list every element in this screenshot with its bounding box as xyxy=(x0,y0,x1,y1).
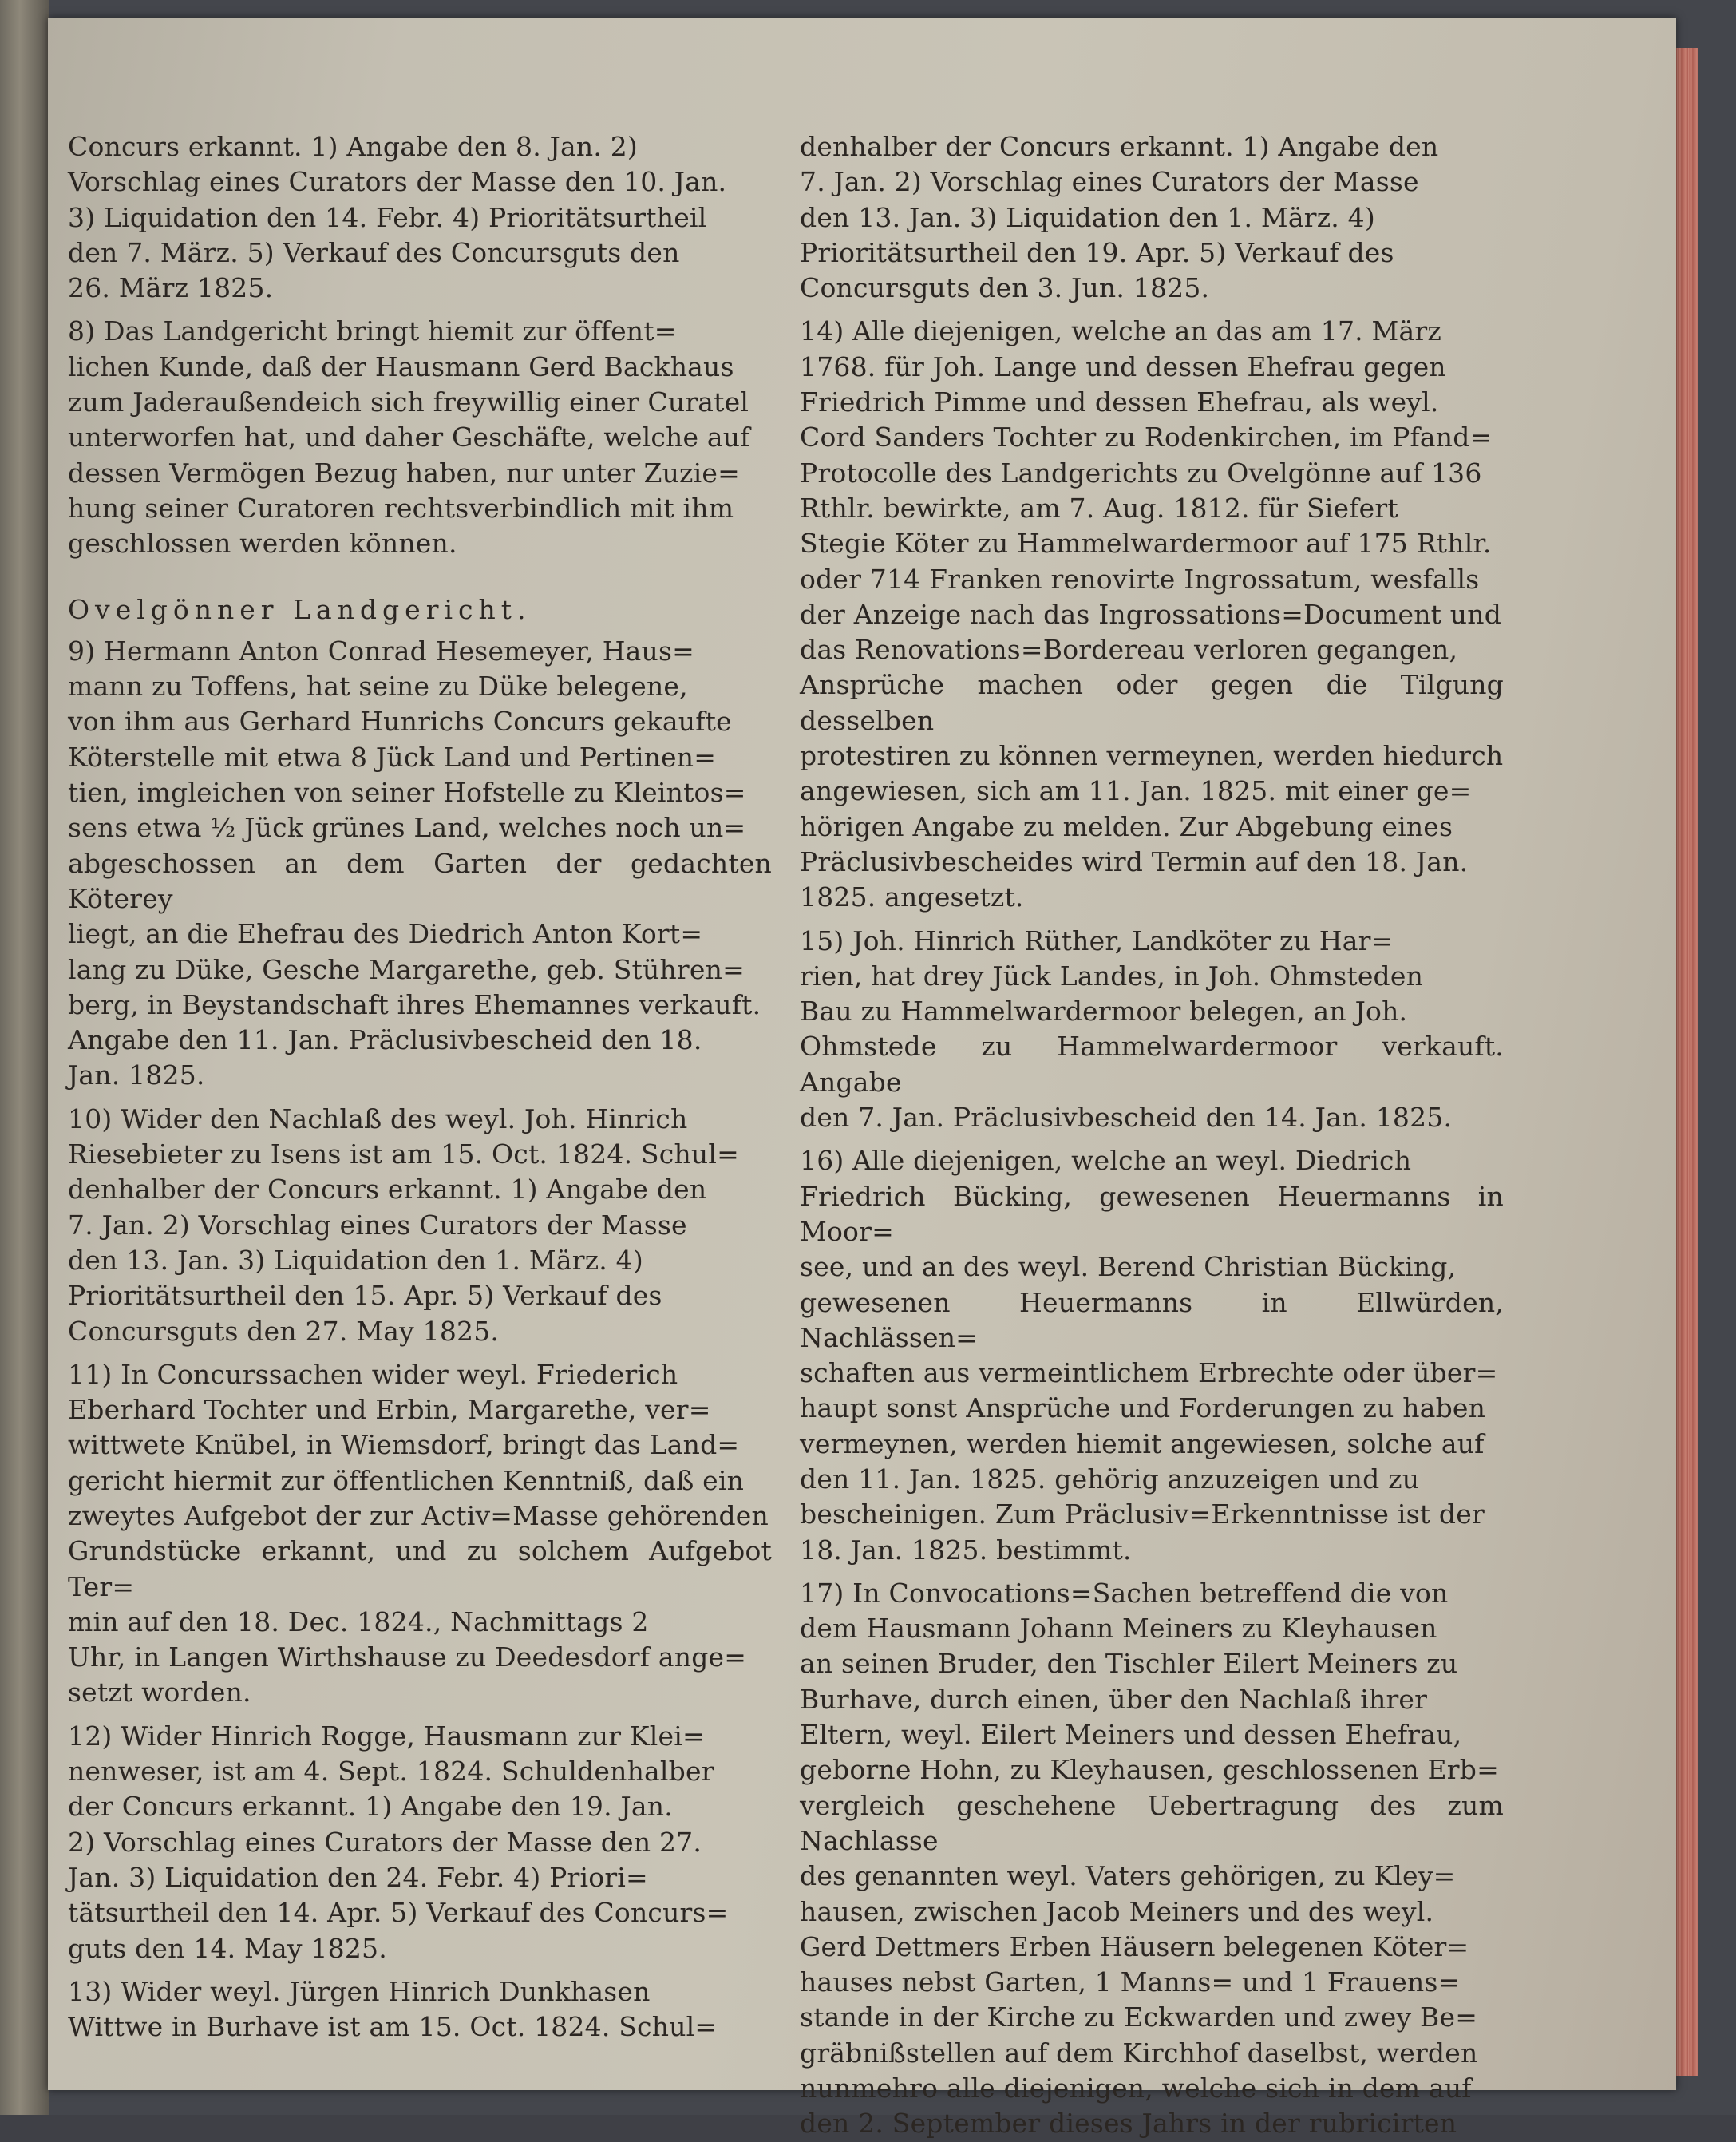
notice-8: 8) Das Landgericht bringt hiemit zur öffent= lichen Kunde, daß der Hausmann Gerd Backhaus zum Jaderaußendeich sich freywillig einer Curatel unterworfen hat, und daher Geschäfte, welche auf dessen Vermögen Bezug haben, nur unter Zuzie= hung seiner Curatoren rechtsverbindlich mit ihm geschlossen werden können. xyxy=(68,315,750,560)
notice-11: 11) In Concurssachen wider weyl. Friederich Eberhard Tochter und Erbin, Margarethe, ver= wittwete Knübel, in Wiemsdorf, bringt das Land= gericht hiermit zur öffentlichen Kenntniß, daß ein zweytes Aufgebot der zur Activ=Masse gehörenden Grundstücke erkannt, und zu solchem Aufgebot Ter= min auf den 18. Dec. 1824., Nachmittags 2 Uhr, in Langen Wirthshause zu Deedesdorf ange= setzt worden. xyxy=(68,1358,772,1708)
facing-page-edge xyxy=(0,0,49,2115)
notice-17: 17) In Convocations=Sachen betreffend die von dem Hausmann Johann Meiners zu Kleyhausen an seinen Bruder, den Tischler Eilert Meiners zu Burhave, durch einen, über den Nachlaß ihrer Eltern, weyl. Eilert Meiners und dessen Ehefrau, geborne Hohn, zu Kleyhausen, geschlossenen Erb= vergleich geschehene Uebertragung des zum Nachlasse des genannten weyl. Vaters gehörigen, zu Kley= hausen, zwischen Jacob Meiners und des weyl. Gerd Dettmers Erben Häusern belegenen Köter= hauses nebst Garten, 1 Manns= und 1 Frauens= stande in der Kirche zu Eckwarden und zwey Be= gräbnißstellen auf dem Kirchhof daselbst, werden nunmehro alle diejenigen, welche sich in dem auf den 2. September dieses Jahrs in der rubricirten xyxy=(800,1577,1504,2140)
notice-12: 12) Wider Hinrich Rogge, Hausmann zur Klei= nenweser, ist am 4. Sept. 1824. Schuldenhalber der Concurs erkannt. 1) Angabe den 19. Jan. 2) Vorschlag eines Curators der Masse den 27. Jan. 3) Liquidation den 24. Febr. 4) Priori= tätsurtheil den 14. Apr. 5) Verkauf des Concurs= guts den 14. May 1825. xyxy=(68,1720,729,1964)
notice-9: 9) Hermann Anton Conrad Hesemeyer, Haus= mann zu Toffens, hat seine zu Düke belegene, von ihm aus Gerhard Hunrichs Concurs gekaufte Köterstelle mit etwa 8 Jück Land und Pertinen= tien, imgleichen von seiner Hofstelle zu Kleintos= sens etwa ½ Jück grünes Land, welches noch un= abgeschossen an dem Garten der gedachten Köterey liegt, an die Ehefrau des Diedrich Anton Kort= lang zu Düke, Gesche Margarethe, geb. Stühren= berg, in Beystandschaft ihres Ehemannes verkauft. Angabe den 11. Jan. Präclusivbescheid den 18. Jan. 1825. xyxy=(68,635,772,1091)
notice-15: 15) Joh. Hinrich Rüther, Landköter zu Har= rien, hat drey Jück Landes, in Joh. Ohmsteden Bau zu Hammelwardermoor belegen, an Joh. Ohmstede zu Hammelwardermoor verkauft. Angabe den 7. Jan. Präclusivbescheid den 14. Jan. 1825. xyxy=(800,925,1504,1134)
notice-10: 10) Wider den Nachlaß des weyl. Joh. Hinrich Riesebieter zu Isens ist am 15. Oct. 1824. Schul= denhalber der Concurs erkannt. 1) Angabe den 7. Jan. 2) Vorschlag eines Curators der Masse den 13. Jan. 3) Liquidation den 1. März. 4) Prioritätsurtheil den 15. Apr. 5) Verkauf des Concursguts den 27. May 1825. xyxy=(68,1103,739,1347)
notice-14: 14) Alle diejenigen, welche an das am 17. März 1768. für Joh. Lange und dessen Ehefrau gegen Friedrich Pimme und dessen Ehefrau, als weyl. Cord Sanders Tochter zu Rodenkirchen, im Pfand= Protocolle des Landgerichts zu Ovelgönne auf 136 Rthlr. bewirkte, am 7. Aug. 1812. für Siefert Stegie Köter zu Hammelwardermoor auf 175 Rthlr. oder 714 Franken renovirte Ingrossatum, wesfalls der Anzeige nach das Ingrossations=Document und das Renovations=Bordereau verloren gegangen, Ansprüche machen oder gegen die Tilgung desselben protestiren zu können vermeynen, werden hiedurch angewiesen, sich am 11. Jan. 1825. mit einer ge= hörigen Angabe zu melden. Zur Abgebung eines Präclusivbescheides wird Termin auf den 18. Jan. 1825. angesetzt. xyxy=(800,315,1504,913)
left-text-column xyxy=(68,129,772,2045)
notice-16: 16) Alle diejenigen, welche an weyl. Diedrich Friedrich Bücking, gewesenen Heuermanns in Moor= see, und an des weyl. Berend Christian Bücking, gewesenen Heuermanns in Ellwürden, Nachlässen= schaften aus vermeintlichem Erbrechte oder über= haupt sonst Ansprüche und Forderungen zu haben vermeynen, werden hiemit angewiesen, solche auf den 11. Jan. 1825. gehörig anzuzeigen und zu bescheinigen. Zum Präclusiv=Erkenntnisse ist der 18. Jan. 1825. bestimmt. xyxy=(800,1145,1504,1566)
notice-13: 13) Wider weyl. Jürgen Hinrich Dunkhasen Wittwe in Burhave ist am 15. Oct. 1824. Schul= xyxy=(68,1975,718,2043)
section-heading: Ovelgönner Landgericht. xyxy=(68,593,532,625)
right-text-column xyxy=(800,129,1504,2142)
notice-13-continuation: denhalber der Concurs erkannt. 1) Angabe den 7. Jan. 2) Vorschlag eines Curators der Masse den 13. Jan. 3) Liquidation den 1. März. 4) Prioritätsurtheil den 19. Apr. 5) Verkauf des Concursguts den 3. Jun. 1825. xyxy=(800,131,1439,304)
notice-continuation: Concurs erkannt. 1) Angabe den 8. Jan. 2) Vorschlag eines Curators der Masse den 10. Jan. 3) Liquidation den 14. Febr. 4) Prioritätsurtheil den 7. März. 5) Verkauf des Concursguts den 26. März 1825. xyxy=(68,131,727,304)
